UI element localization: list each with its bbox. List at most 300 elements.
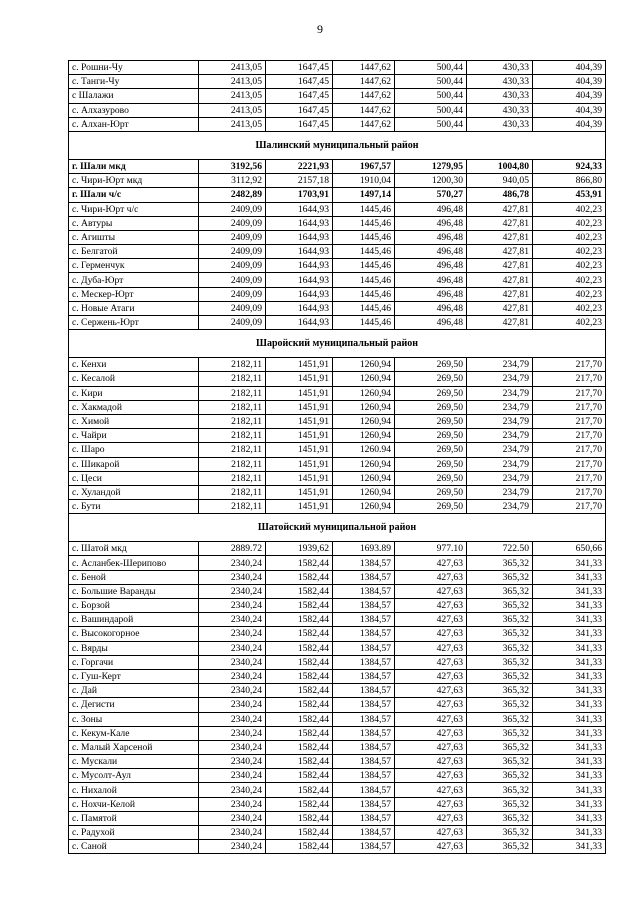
value-cell: 1384,57 <box>333 556 395 570</box>
value-cell: 427,63 <box>395 655 467 669</box>
settlement-name: с. Асланбек-Шерипово <box>69 556 199 570</box>
value-cell: 1451,91 <box>266 485 333 499</box>
value-cell: 1644,93 <box>266 287 333 301</box>
value-cell: 1384,57 <box>333 570 395 584</box>
value-cell: 1582,44 <box>266 726 333 740</box>
value-cell: 427,63 <box>395 556 467 570</box>
value-cell: 2182,11 <box>199 500 266 514</box>
value-cell: 2409,09 <box>199 216 266 230</box>
table-row <box>69 826 606 840</box>
value-cell: 427,81 <box>467 273 533 287</box>
value-cell: 430,33 <box>467 117 533 131</box>
value-cell: 1644,93 <box>266 245 333 259</box>
value-cell: 3112,92 <box>199 174 266 188</box>
value-cell: 1445,46 <box>333 202 395 216</box>
value-cell: 2340,24 <box>199 584 266 598</box>
value-cell: 427,63 <box>395 726 467 740</box>
value-cell: 2409,09 <box>199 273 266 287</box>
value-cell: 1647,45 <box>266 117 333 131</box>
value-cell: 1451,91 <box>266 471 333 485</box>
settlement-name: с Шалажи <box>69 89 199 103</box>
value-cell: 2340,24 <box>199 641 266 655</box>
table-row <box>69 103 606 117</box>
value-cell: 427,63 <box>395 570 467 584</box>
value-cell: 1445,46 <box>333 301 395 315</box>
value-cell: 1445,46 <box>333 259 395 273</box>
table-row <box>69 584 606 598</box>
value-cell: 2409,09 <box>199 316 266 330</box>
value-cell: 1260,94 <box>333 457 395 471</box>
value-cell: 269,50 <box>395 500 467 514</box>
value-cell: 234,79 <box>467 485 533 499</box>
value-cell: 1384,57 <box>333 641 395 655</box>
value-cell: 341,33 <box>533 740 606 754</box>
value-cell: 404,39 <box>533 61 606 75</box>
value-cell: 2340,24 <box>199 684 266 698</box>
value-cell: 1384,57 <box>333 655 395 669</box>
value-cell: 402,23 <box>533 287 606 301</box>
value-cell: 1451,91 <box>266 500 333 514</box>
value-cell: 1447,62 <box>333 89 395 103</box>
value-cell: 217,70 <box>533 414 606 428</box>
value-cell: 2182,11 <box>199 471 266 485</box>
value-cell: 1384,57 <box>333 811 395 825</box>
value-cell: 500,44 <box>395 75 467 89</box>
value-cell: 427,63 <box>395 797 467 811</box>
value-cell: 2413,05 <box>199 75 266 89</box>
settlement-name: с. Вярды <box>69 641 199 655</box>
value-cell: 1582,44 <box>266 712 333 726</box>
value-cell: 496,48 <box>395 316 467 330</box>
value-cell: 341,33 <box>533 797 606 811</box>
value-cell: 427,81 <box>467 287 533 301</box>
value-cell: 496,48 <box>395 216 467 230</box>
settlement-name: с. Герменчук <box>69 259 199 273</box>
value-cell: 2889.72 <box>199 542 266 556</box>
value-cell: 486,78 <box>467 188 533 202</box>
value-cell: 217,70 <box>533 386 606 400</box>
settlement-name: с. Сержень-Юрт <box>69 316 199 330</box>
settlement-name: с. Зоны <box>69 712 199 726</box>
value-cell: 1384,57 <box>333 840 395 854</box>
table-row <box>69 159 606 173</box>
value-cell: 940,05 <box>467 174 533 188</box>
value-cell: 2340,24 <box>199 840 266 854</box>
table-row <box>69 457 606 471</box>
value-cell: 1582,44 <box>266 669 333 683</box>
value-cell: 1451,91 <box>266 443 333 457</box>
table-row <box>69 202 606 216</box>
value-cell: 427,63 <box>395 613 467 627</box>
district-header <box>69 330 606 358</box>
value-cell: 217,70 <box>533 500 606 514</box>
value-cell: 365,32 <box>467 840 533 854</box>
value-cell: 1384,57 <box>333 599 395 613</box>
value-cell: 234,79 <box>467 386 533 400</box>
table-row <box>69 75 606 89</box>
value-cell: 2413,05 <box>199 89 266 103</box>
value-cell: 2340,24 <box>199 712 266 726</box>
value-cell: 430,33 <box>467 61 533 75</box>
value-cell: 496,48 <box>395 273 467 287</box>
settlement-name: с. Малый Харсеной <box>69 740 199 754</box>
value-cell: 1445,46 <box>333 287 395 301</box>
value-cell: 1260,94 <box>333 471 395 485</box>
value-cell: 269,50 <box>395 429 467 443</box>
settlement-name: с. Памятой <box>69 811 199 825</box>
value-cell: 1447,62 <box>333 117 395 131</box>
value-cell: 2340,24 <box>199 755 266 769</box>
table-row <box>69 698 606 712</box>
value-cell: 1582,44 <box>266 599 333 613</box>
value-cell: 217,70 <box>533 471 606 485</box>
value-cell: 2409,09 <box>199 301 266 315</box>
value-cell: 217,70 <box>533 372 606 386</box>
value-cell: 430,33 <box>467 75 533 89</box>
value-cell: 341,33 <box>533 840 606 854</box>
settlement-name: с. Саной <box>69 840 199 854</box>
value-cell: 427,63 <box>395 783 467 797</box>
settlement-name: с. Рошни-Чу <box>69 61 199 75</box>
value-cell: 2340,24 <box>199 698 266 712</box>
value-cell: 2409,09 <box>199 202 266 216</box>
settlement-name: с. Химой <box>69 414 199 428</box>
value-cell: 234,79 <box>467 414 533 428</box>
value-cell: 1445,46 <box>333 216 395 230</box>
value-cell: 402,23 <box>533 273 606 287</box>
value-cell: 427,81 <box>467 202 533 216</box>
value-cell: 217,70 <box>533 457 606 471</box>
value-cell: 1384,57 <box>333 698 395 712</box>
value-cell: 427,81 <box>467 301 533 315</box>
settlement-name: с. Танги-Чу <box>69 75 199 89</box>
settlement-name: с. Нохчи-Келой <box>69 797 199 811</box>
value-cell: 402,23 <box>533 216 606 230</box>
value-cell: 217,70 <box>533 443 606 457</box>
table-row <box>69 174 606 188</box>
value-cell: 365,32 <box>467 556 533 570</box>
value-cell: 2182,11 <box>199 372 266 386</box>
value-cell: 365,32 <box>467 726 533 740</box>
value-cell: 1582,44 <box>266 740 333 754</box>
value-cell: 341,33 <box>533 613 606 627</box>
value-cell: 427,81 <box>467 316 533 330</box>
value-cell: 234,79 <box>467 443 533 457</box>
value-cell: 234,79 <box>467 429 533 443</box>
table-row <box>69 414 606 428</box>
table-row <box>69 613 606 627</box>
value-cell: 234,79 <box>467 400 533 414</box>
district-header <box>69 131 606 159</box>
value-cell: 650,66 <box>533 542 606 556</box>
value-cell: 1451,91 <box>266 400 333 414</box>
table-row <box>69 627 606 641</box>
settlement-name: с. Дай <box>69 684 199 698</box>
value-cell: 365,32 <box>467 584 533 598</box>
table-row <box>69 485 606 499</box>
district-title: Шатойский муниципальной район <box>69 514 606 542</box>
table-body <box>69 61 606 854</box>
table-row <box>69 372 606 386</box>
value-cell: 2409,09 <box>199 259 266 273</box>
value-cell: 365,32 <box>467 811 533 825</box>
value-cell: 1582,44 <box>266 684 333 698</box>
value-cell: 1451,91 <box>266 414 333 428</box>
settlement-name: с. Чайри <box>69 429 199 443</box>
value-cell: 1582,44 <box>266 698 333 712</box>
value-cell: 234,79 <box>467 471 533 485</box>
value-cell: 341,33 <box>533 641 606 655</box>
settlement-name: с. Чири-Юрт ч/с <box>69 202 199 216</box>
value-cell: 1647,45 <box>266 103 333 117</box>
value-cell: 341,33 <box>533 655 606 669</box>
value-cell: 269,50 <box>395 414 467 428</box>
value-cell: 217,70 <box>533 400 606 414</box>
value-cell: 1693.89 <box>333 542 395 556</box>
value-cell: 2340,24 <box>199 613 266 627</box>
value-cell: 1445,46 <box>333 245 395 259</box>
value-cell: 500,44 <box>395 89 467 103</box>
table-row <box>69 230 606 244</box>
value-cell: 427,81 <box>467 230 533 244</box>
settlement-name: с. Радухой <box>69 826 199 840</box>
value-cell: 1910,04 <box>333 174 395 188</box>
value-cell: 1260,94 <box>333 386 395 400</box>
value-cell: 430,33 <box>467 103 533 117</box>
value-cell: 1384,57 <box>333 797 395 811</box>
value-cell: 1384,57 <box>333 669 395 683</box>
settlement-name: с. Нихалой <box>69 783 199 797</box>
value-cell: 427,63 <box>395 826 467 840</box>
value-cell: 2340,24 <box>199 570 266 584</box>
value-cell: 3192,56 <box>199 159 266 173</box>
value-cell: 365,32 <box>467 613 533 627</box>
value-cell: 427,63 <box>395 627 467 641</box>
settlement-name: с. Кири <box>69 386 199 400</box>
table-row <box>69 273 606 287</box>
tariff-table <box>68 60 606 854</box>
settlement-name: с. Агишты <box>69 230 199 244</box>
value-cell: 1200,30 <box>395 174 467 188</box>
table-row <box>69 400 606 414</box>
settlement-name: с. Шикарой <box>69 457 199 471</box>
settlement-name: г. Шали ч/с <box>69 188 199 202</box>
value-cell: 1582,44 <box>266 627 333 641</box>
value-cell: 2182,11 <box>199 485 266 499</box>
value-cell: 1004,80 <box>467 159 533 173</box>
value-cell: 402,23 <box>533 301 606 315</box>
value-cell: 2340,24 <box>199 826 266 840</box>
value-cell: 404,39 <box>533 117 606 131</box>
value-cell: 1384,57 <box>333 613 395 627</box>
value-cell: 269,50 <box>395 358 467 372</box>
value-cell: 1384,57 <box>333 726 395 740</box>
value-cell: 427,63 <box>395 811 467 825</box>
value-cell: 1384,57 <box>333 826 395 840</box>
value-cell: 365,32 <box>467 797 533 811</box>
value-cell: 1647,45 <box>266 89 333 103</box>
table-row <box>69 259 606 273</box>
settlement-name: с. Шаро <box>69 443 199 457</box>
value-cell: 1582,44 <box>266 783 333 797</box>
value-cell: 2340,24 <box>199 627 266 641</box>
value-cell: 217,70 <box>533 358 606 372</box>
table-row <box>69 726 606 740</box>
value-cell: 1582,44 <box>266 769 333 783</box>
value-cell: 1644,93 <box>266 230 333 244</box>
value-cell: 1260.94 <box>333 443 395 457</box>
value-cell: 496,48 <box>395 259 467 273</box>
value-cell: 1644,93 <box>266 259 333 273</box>
table-row <box>69 61 606 75</box>
value-cell: 1451,91 <box>266 429 333 443</box>
value-cell: 1647,45 <box>266 75 333 89</box>
table-row <box>69 783 606 797</box>
value-cell: 496,48 <box>395 301 467 315</box>
value-cell: 1445,46 <box>333 273 395 287</box>
value-cell: 269,50 <box>395 485 467 499</box>
value-cell: 402,23 <box>533 230 606 244</box>
value-cell: 365,32 <box>467 740 533 754</box>
value-cell: 341,33 <box>533 570 606 584</box>
settlement-name: с. Мускали <box>69 755 199 769</box>
value-cell: 404,39 <box>533 89 606 103</box>
value-cell: 341,33 <box>533 783 606 797</box>
value-cell: 1451,91 <box>266 386 333 400</box>
settlement-name: с. Алхазурово <box>69 103 199 117</box>
value-cell: 427,81 <box>467 259 533 273</box>
value-cell: 2409,09 <box>199 230 266 244</box>
table-row <box>69 245 606 259</box>
value-cell: 404,39 <box>533 103 606 117</box>
value-cell: 2413,05 <box>199 61 266 75</box>
value-cell: 269,50 <box>395 372 467 386</box>
value-cell: 365,32 <box>467 570 533 584</box>
value-cell: 1447,62 <box>333 103 395 117</box>
value-cell: 430,33 <box>467 89 533 103</box>
value-cell: 365,32 <box>467 769 533 783</box>
table-row <box>69 542 606 556</box>
value-cell: 269,50 <box>395 443 467 457</box>
value-cell: 1384,57 <box>333 769 395 783</box>
table-row <box>69 599 606 613</box>
value-cell: 427,63 <box>395 769 467 783</box>
value-cell: 1260,94 <box>333 414 395 428</box>
value-cell: 427,63 <box>395 669 467 683</box>
value-cell: 427,63 <box>395 641 467 655</box>
value-cell: 866,80 <box>533 174 606 188</box>
value-cell: 427,81 <box>467 245 533 259</box>
value-cell: 427,63 <box>395 755 467 769</box>
value-cell: 2340,24 <box>199 811 266 825</box>
value-cell: 269,50 <box>395 386 467 400</box>
table-row <box>69 740 606 754</box>
value-cell: 2182,11 <box>199 429 266 443</box>
value-cell: 1582,44 <box>266 556 333 570</box>
value-cell: 365,32 <box>467 783 533 797</box>
value-cell: 2157,18 <box>266 174 333 188</box>
table-row <box>69 216 606 230</box>
value-cell: 341,33 <box>533 584 606 598</box>
value-cell: 2340,24 <box>199 556 266 570</box>
settlement-name: г. Шали мкд <box>69 159 199 173</box>
settlement-name: с. Кенхи <box>69 358 199 372</box>
value-cell: 2340,24 <box>199 740 266 754</box>
value-cell: 341,33 <box>533 627 606 641</box>
value-cell: 365,32 <box>467 698 533 712</box>
value-cell: 1260,94 <box>333 485 395 499</box>
value-cell: 2413,05 <box>199 103 266 117</box>
settlement-name: с. Чири-Юрт мкд <box>69 174 199 188</box>
value-cell: 1451,91 <box>266 358 333 372</box>
value-cell: 2340,24 <box>199 726 266 740</box>
table-row <box>69 429 606 443</box>
value-cell: 234,79 <box>467 500 533 514</box>
value-cell: 1644,93 <box>266 316 333 330</box>
value-cell: 427,81 <box>467 216 533 230</box>
settlement-name: с. Гуш-Керт <box>69 669 199 683</box>
table-row <box>69 556 606 570</box>
table-row <box>69 287 606 301</box>
value-cell: 1582,44 <box>266 613 333 627</box>
table-row <box>69 500 606 514</box>
settlement-name: с. Кесалой <box>69 372 199 386</box>
table-row <box>69 117 606 131</box>
value-cell: 2409,09 <box>199 287 266 301</box>
value-cell: 1260,94 <box>333 500 395 514</box>
value-cell: 1384,57 <box>333 584 395 598</box>
value-cell: 217,70 <box>533 485 606 499</box>
value-cell: 234,79 <box>467 358 533 372</box>
settlement-name: с. Горгачи <box>69 655 199 669</box>
value-cell: 924,33 <box>533 159 606 173</box>
value-cell: 427,63 <box>395 599 467 613</box>
value-cell: 1451,91 <box>266 457 333 471</box>
value-cell: 496,48 <box>395 202 467 216</box>
value-cell: 1582,44 <box>266 811 333 825</box>
value-cell: 2409,09 <box>199 245 266 259</box>
value-cell: 365,32 <box>467 599 533 613</box>
value-cell: 2182,11 <box>199 443 266 457</box>
value-cell: 2182,11 <box>199 358 266 372</box>
value-cell: 365,32 <box>467 755 533 769</box>
value-cell: 1260,94 <box>333 358 395 372</box>
settlement-name: с. Большие Варанды <box>69 584 199 598</box>
value-cell: 1451,91 <box>266 372 333 386</box>
value-cell: 427,63 <box>395 840 467 854</box>
value-cell: 341,33 <box>533 556 606 570</box>
settlement-name: с. Белгатой <box>69 245 199 259</box>
value-cell: 427,63 <box>395 684 467 698</box>
value-cell: 2340,24 <box>199 655 266 669</box>
value-cell: 269,50 <box>395 400 467 414</box>
value-cell: 365,32 <box>467 627 533 641</box>
value-cell: 1582,44 <box>266 570 333 584</box>
value-cell: 365,32 <box>467 712 533 726</box>
value-cell: 570,27 <box>395 188 467 202</box>
settlement-name: с. Хакмадой <box>69 400 199 414</box>
table-row <box>69 316 606 330</box>
value-cell: 217,70 <box>533 429 606 443</box>
table-row <box>69 386 606 400</box>
value-cell: 404,39 <box>533 75 606 89</box>
table-row <box>69 769 606 783</box>
value-cell: 500,44 <box>395 117 467 131</box>
settlement-name: с. Хуландой <box>69 485 199 499</box>
value-cell: 1703,91 <box>266 188 333 202</box>
value-cell: 1384,57 <box>333 755 395 769</box>
value-cell: 1644,93 <box>266 273 333 287</box>
